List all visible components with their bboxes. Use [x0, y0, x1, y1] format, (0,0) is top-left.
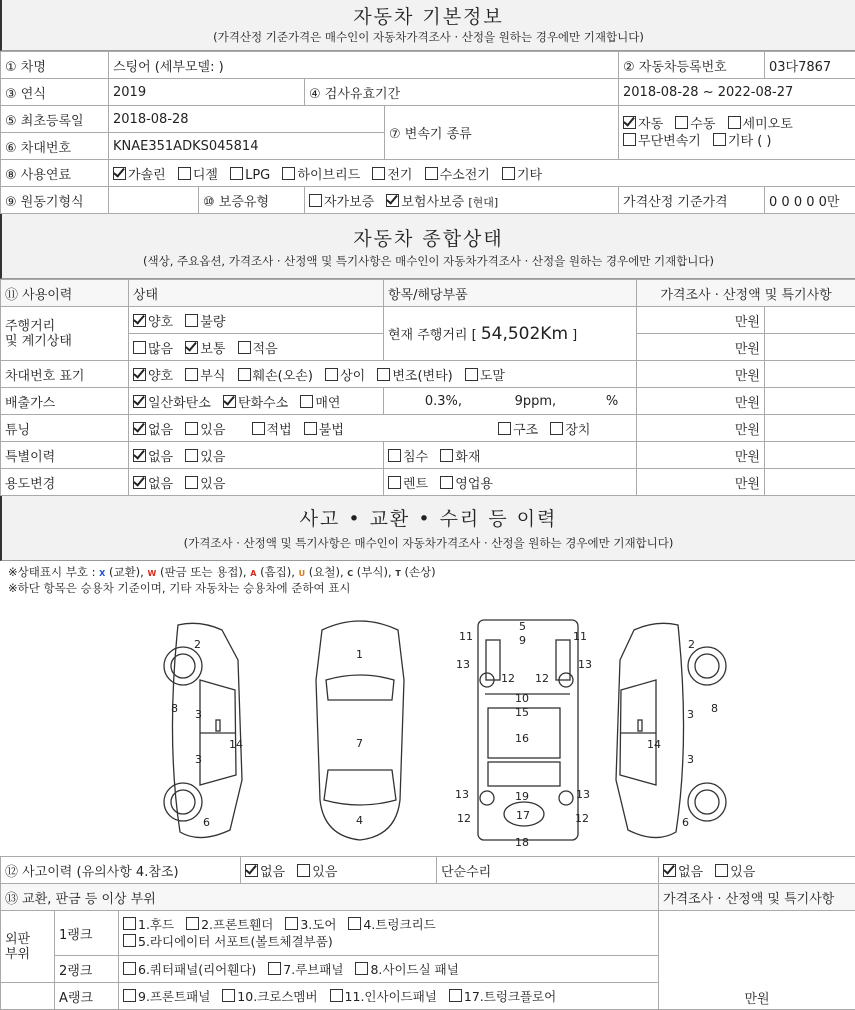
checkbox-icon	[222, 989, 235, 1002]
part-10: 10	[515, 692, 529, 705]
warranty-self[interactable]: 자가보증	[309, 195, 374, 210]
checkbox-icon	[113, 167, 126, 180]
part-12-front-right: 12	[535, 672, 549, 685]
checkbox-icon	[297, 864, 310, 877]
part-3-right-front: 3	[687, 708, 694, 721]
checkbox-icon	[372, 167, 385, 180]
use-change-rent[interactable]: 렌트	[388, 477, 428, 492]
vin-mark-corrosion[interactable]: 부식	[185, 369, 225, 384]
repair-none[interactable]: 없음	[663, 865, 703, 880]
checkbox-icon	[185, 449, 198, 462]
item-cross-member[interactable]: 10.크로스멤버	[222, 989, 317, 1004]
checkbox-icon	[330, 989, 343, 1002]
car-underbody-view	[478, 620, 578, 840]
checkbox-icon	[715, 864, 728, 877]
warranty-note: [현대]	[468, 196, 498, 209]
item-hood[interactable]: 1.후드	[123, 917, 174, 932]
item-trunk-floor[interactable]: 17.트렁크플로어	[449, 989, 556, 1004]
outer-panel-label: 외판 부위	[1, 911, 55, 983]
checkbox-icon	[623, 133, 636, 146]
accident-table	[0, 856, 855, 1010]
repair-yes[interactable]: 있음	[715, 865, 755, 880]
checkbox-icon	[133, 341, 146, 354]
part-18: 18	[515, 836, 529, 849]
warranty-label: ⑩ 보증유형	[199, 187, 305, 214]
price-unit: 만원	[637, 415, 765, 442]
legend-u: U (요철),	[299, 565, 344, 579]
vin-mark-painted[interactable]: 도말	[465, 369, 505, 384]
price-unit: 만원	[637, 334, 765, 361]
checkbox-icon	[449, 989, 462, 1002]
checkbox-icon	[133, 476, 146, 489]
trans-semi[interactable]: 세미오토	[728, 117, 793, 132]
warranty-insurer[interactable]: 보험사보증	[386, 195, 464, 210]
tuning-yes[interactable]: 있음	[185, 423, 225, 438]
checkbox-icon	[185, 314, 198, 327]
emission-co[interactable]: 일산화탄소	[133, 396, 211, 411]
accident-none[interactable]: 없음	[245, 865, 285, 880]
checkbox-icon	[185, 422, 198, 435]
checkbox-icon	[300, 395, 313, 408]
car-damage-diagram	[0, 600, 855, 856]
accident-header	[0, 496, 855, 561]
part-8-left: 8	[171, 702, 178, 715]
checkbox-icon	[186, 917, 199, 930]
price-unit: 만원	[637, 307, 765, 334]
checkbox-icon	[550, 422, 563, 435]
checkbox-icon	[123, 962, 136, 975]
emission-values	[384, 388, 637, 415]
special-yes[interactable]: 있음	[185, 450, 225, 465]
mileage-low[interactable]: 적음	[238, 342, 278, 357]
item-header: 항목/해당부품	[384, 280, 637, 307]
first-reg-value: 2018-08-28	[109, 106, 385, 133]
inspection-label: ④ 검사유효기간	[305, 79, 619, 106]
checkbox-icon	[325, 368, 338, 381]
checkbox-icon	[223, 395, 236, 408]
year-value: 2019	[109, 79, 305, 106]
item-inside-panel[interactable]: 11.인사이드패널	[330, 989, 437, 1004]
fuel-diesel[interactable]: 디젤	[178, 168, 218, 183]
checkbox-icon	[425, 167, 438, 180]
part-14-right: 14	[647, 738, 661, 751]
checkbox-icon	[185, 341, 198, 354]
vin-mark-altered[interactable]: 변조(변타)	[377, 369, 452, 384]
tuning-none[interactable]: 없음	[133, 423, 173, 438]
special-fire[interactable]: 화재	[440, 450, 480, 465]
accident-subtitle: (가격조사 · 산정액 및 특기사항은 매수인이 자동차가격조사 · 산정을 원하는 경우에만 기재합니다)	[2, 531, 855, 551]
checkbox-icon	[230, 167, 243, 180]
vin-mark-label: 차대번호 표기	[1, 361, 129, 388]
status-table	[0, 279, 855, 496]
use-change-label: 용도변경	[1, 469, 129, 496]
legend-x: X (교환),	[99, 565, 144, 579]
usage-header: ⑪ 사용이력	[1, 280, 129, 307]
basic-info-title: 자동차 기본정보	[2, 0, 855, 29]
checkbox-icon	[713, 133, 726, 146]
fuel-electric[interactable]: 전기	[372, 168, 412, 183]
simple-repair-label: 단순수리	[437, 857, 659, 884]
item-door[interactable]: 3.도어	[285, 917, 336, 932]
item-quarter-panel[interactable]: 6.쿼터패널(리어휀다)	[123, 962, 256, 977]
tuning-illegal[interactable]: 불법	[304, 423, 344, 438]
use-change-yes[interactable]: 있음	[185, 477, 225, 492]
part-6-left: 6	[203, 816, 210, 829]
checkbox-icon	[377, 368, 390, 381]
rank1-items	[119, 911, 659, 956]
mileage-state	[129, 307, 384, 334]
warranty-options	[305, 187, 619, 214]
checkbox-icon	[285, 917, 298, 930]
rank2-items	[119, 956, 659, 983]
tuning-legal[interactable]: 적법	[252, 423, 292, 438]
fuel-hydrogen[interactable]: 수소전기	[425, 168, 490, 183]
first-reg-label: ⑤ 최초등록일	[1, 106, 109, 133]
mileage-good[interactable]: 양호	[133, 315, 173, 330]
part-9: 9	[519, 634, 526, 647]
mileage-level	[129, 334, 384, 361]
checkbox-icon	[388, 476, 401, 489]
status-title: 자동차 종합상태	[2, 214, 855, 251]
checkbox-icon	[675, 116, 688, 129]
basic-info-subtitle: (가격산정 기준가격은 매수인이 자동차가격조사 · 산정을 원하는 경우에만 기재합니다)	[2, 29, 855, 45]
exchange-price-cell	[659, 911, 855, 1010]
part-2-left: 2	[194, 638, 201, 651]
rank1-label: 1랭크	[55, 911, 119, 956]
tuning-label: 튜닝	[1, 415, 129, 442]
inspection-value: 2018-08-28 ~ 2022-08-27	[619, 79, 855, 106]
checkbox-icon	[498, 422, 511, 435]
simple-repair-options	[659, 857, 855, 884]
checkbox-icon	[252, 422, 265, 435]
mileage-current: 현재 주행거리 [ 54,502Km ]	[384, 307, 637, 361]
trans-auto[interactable]: 자동	[623, 117, 663, 132]
legend-w: W (판금 또는 용접),	[147, 565, 246, 579]
part-3-left-rear: 3	[195, 753, 202, 766]
basic-info-table	[0, 51, 855, 214]
use-change-none[interactable]: 없음	[133, 477, 173, 492]
status-subtitle: (색상, 주요옵션, 가격조사 · 산정액 및 특기사항은 매수인이 자동차가격조사 · 산정을 원하는 경우에만 기재합니다)	[2, 251, 855, 269]
exchange-label: ⑬ 교환, 판금 등 이상 부위	[1, 884, 659, 911]
checkbox-icon	[465, 368, 478, 381]
trans-cvt[interactable]: 무단변속기	[623, 134, 701, 149]
year-label: ③ 연식	[1, 79, 109, 106]
checkbox-icon	[123, 917, 136, 930]
part-13-front-left: 13	[456, 658, 470, 671]
checkbox-icon	[245, 864, 258, 877]
use-change-items	[384, 469, 637, 496]
item-side-sill[interactable]: 8.사이드실 패널	[355, 962, 458, 977]
accident-yes[interactable]: 있음	[297, 865, 337, 880]
checkbox-icon	[282, 167, 295, 180]
tuning-options	[129, 415, 637, 442]
legend-a: A (흠집),	[250, 565, 295, 579]
transmission-label: ⑦ 변속기 종류	[385, 106, 619, 160]
checkbox-icon	[185, 368, 198, 381]
fuel-options	[109, 160, 855, 187]
part-8-right: 8	[711, 702, 718, 715]
checkbox-icon	[133, 395, 146, 408]
emission-hc-value: 9ppm,	[466, 394, 556, 409]
engine-value	[109, 187, 199, 214]
item-roof-panel[interactable]: 7.루브패널	[268, 962, 343, 977]
price-basis-label: 가격산정 기준가격	[619, 187, 765, 214]
use-change-options	[129, 469, 384, 496]
reg-no-value: 03다7867	[765, 52, 855, 79]
trans-manual[interactable]: 수동	[675, 117, 715, 132]
checkbox-icon	[623, 116, 636, 129]
checkbox-icon	[728, 116, 741, 129]
checkbox-icon	[133, 422, 146, 435]
car-name-value: 스팅어 (세부모델: )	[109, 52, 619, 79]
part-12-front-left: 12	[501, 672, 515, 685]
accident-history-label: ⑫ 사고이력 (유의사항 4.참조)	[1, 857, 241, 884]
rankA-label: A랭크	[55, 983, 119, 1010]
tuning-device[interactable]: 장치	[550, 423, 590, 438]
accident-title: 사고 • 교환 • 수리 등 이력	[2, 496, 855, 531]
price-basis-value: 0 0 0 0 0만	[765, 187, 855, 214]
emission-options	[129, 388, 384, 415]
fuel-label: ⑧ 사용연료	[1, 160, 109, 187]
rank2-label: 2랭크	[55, 956, 119, 983]
part-1: 1	[356, 648, 363, 661]
mileage-normal[interactable]: 보통	[185, 342, 225, 357]
accident-history-options	[241, 857, 437, 884]
fuel-hybrid[interactable]: 하이브리드	[282, 168, 360, 183]
part-3-left-front: 3	[195, 708, 202, 721]
mileage-bad[interactable]: 불량	[185, 315, 225, 330]
price-unit: 만원	[744, 992, 769, 1007]
checkbox-icon	[440, 476, 453, 489]
emission-smoke[interactable]: 매연	[300, 396, 340, 411]
emission-label: 배출가스	[1, 388, 129, 415]
legend-t: T (손상)	[395, 565, 435, 579]
rankA-items	[119, 983, 659, 1010]
special-flood[interactable]: 침수	[388, 450, 428, 465]
vin-label: ⑥ 차대번호	[1, 133, 109, 160]
checkbox-icon	[238, 341, 251, 354]
emission-co-value: 0.3%,	[388, 394, 462, 409]
item-front-fender[interactable]: 2.프론트휀더	[186, 917, 273, 932]
fuel-lpg[interactable]: LPG	[230, 168, 270, 183]
legend-c: C (부식),	[347, 565, 391, 579]
part-numbers	[171, 620, 718, 849]
tuning-structure[interactable]: 구조	[498, 423, 538, 438]
vin-value: KNAE351ADKS045814	[109, 133, 385, 160]
fuel-other[interactable]: 기타	[502, 168, 542, 183]
checkbox-icon	[133, 368, 146, 381]
car-name-label: ① 차명	[1, 52, 109, 79]
passenger-note: ※하단 항목은 승용차 기준이며, 기타 자동차는 승용차에 준하여 표시	[8, 581, 847, 596]
vin-mark-different[interactable]: 상이	[325, 369, 365, 384]
price-header: 가격조사 · 산정액 및 특기사항	[637, 280, 855, 307]
part-5: 5	[519, 620, 526, 633]
part-3-right-rear: 3	[687, 753, 694, 766]
checkbox-icon	[663, 864, 676, 877]
part-12-rear-right: 12	[575, 812, 589, 825]
part-13-front-right: 13	[578, 658, 592, 671]
special-label: 특별이력	[1, 442, 129, 469]
basic-info-header	[0, 0, 855, 51]
car-right-side-view	[616, 623, 726, 837]
emission-hc[interactable]: 탄화수소	[223, 396, 288, 411]
checkbox-icon	[123, 934, 136, 947]
part-13-rear-left: 13	[455, 788, 469, 801]
mileage-value: 54,502Km	[481, 324, 568, 344]
special-options	[129, 442, 384, 469]
part-6-right: 6	[682, 816, 689, 829]
checkbox-icon	[185, 476, 198, 489]
reg-no-label: ② 자동차등록번호	[619, 52, 765, 79]
checkbox-icon	[304, 422, 317, 435]
part-11-right: 11	[573, 630, 587, 643]
part-15: 15	[515, 706, 529, 719]
special-none[interactable]: 없음	[133, 450, 173, 465]
engine-label: ⑨ 원동기형식	[1, 187, 109, 214]
transmission-options	[619, 106, 855, 160]
checkbox-icon	[386, 194, 399, 207]
checkbox-icon	[268, 962, 281, 975]
part-19: 19	[515, 790, 529, 803]
vin-mark-damaged[interactable]: 훼손(오손)	[238, 369, 313, 384]
use-change-business[interactable]: 영업용	[440, 477, 493, 492]
part-2-right: 2	[688, 638, 695, 651]
price-unit: 만원	[637, 361, 765, 388]
part-16: 16	[515, 732, 529, 745]
checkbox-icon	[133, 314, 146, 327]
status-symbol-legend: ※상태표시 부호 : X (교환), W (판금 또는 용접), A (흠집), U (요철), C (부식), T (손상)	[8, 565, 847, 581]
part-14-left: 14	[229, 738, 243, 751]
checkbox-icon	[178, 167, 191, 180]
checkbox-icon	[348, 917, 361, 930]
fuel-gasoline[interactable]: 가솔린	[113, 168, 166, 183]
status-header	[0, 214, 855, 279]
price-unit: 만원	[637, 442, 765, 469]
vin-mark-options	[129, 361, 637, 388]
special-items	[384, 442, 637, 469]
part-17: 17	[516, 809, 530, 822]
checkbox-icon	[238, 368, 251, 381]
part-12-rear-left: 12	[457, 812, 471, 825]
trans-other[interactable]: 기타 ( )	[713, 134, 772, 149]
state-header: 상태	[129, 280, 384, 307]
emission-pm-value: %	[560, 394, 618, 409]
checkbox-icon	[388, 449, 401, 462]
checkbox-icon	[502, 167, 515, 180]
item-front-panel[interactable]: 9.프론트패널	[123, 989, 210, 1004]
checkbox-icon	[123, 989, 136, 1002]
item-trunk-lid[interactable]: 4.트렁크리드	[348, 917, 435, 932]
part-11-left: 11	[459, 630, 473, 643]
part-7: 7	[356, 737, 363, 750]
part-4: 4	[356, 814, 363, 827]
item-radiator-support[interactable]: 5.라디에이터 서포트(볼트체결부품)	[123, 934, 333, 949]
checkbox-icon	[133, 449, 146, 462]
checkbox-icon	[440, 449, 453, 462]
mileage-label: 주행거리 및 계기상태	[1, 307, 129, 361]
price-unit: 만원	[637, 388, 765, 415]
price-unit: 만원	[637, 469, 765, 496]
car-left-side-view	[164, 623, 242, 837]
checkbox-icon	[355, 962, 368, 975]
part-13-rear-right: 13	[576, 788, 590, 801]
vin-mark-good[interactable]: 양호	[133, 369, 173, 384]
exchange-price-label: 가격조사 · 산정액 및 특기사항	[659, 884, 855, 911]
mileage-high[interactable]: 많음	[133, 342, 173, 357]
legend-notes	[0, 561, 855, 600]
structure-label	[1, 983, 55, 1010]
checkbox-icon	[309, 194, 322, 207]
